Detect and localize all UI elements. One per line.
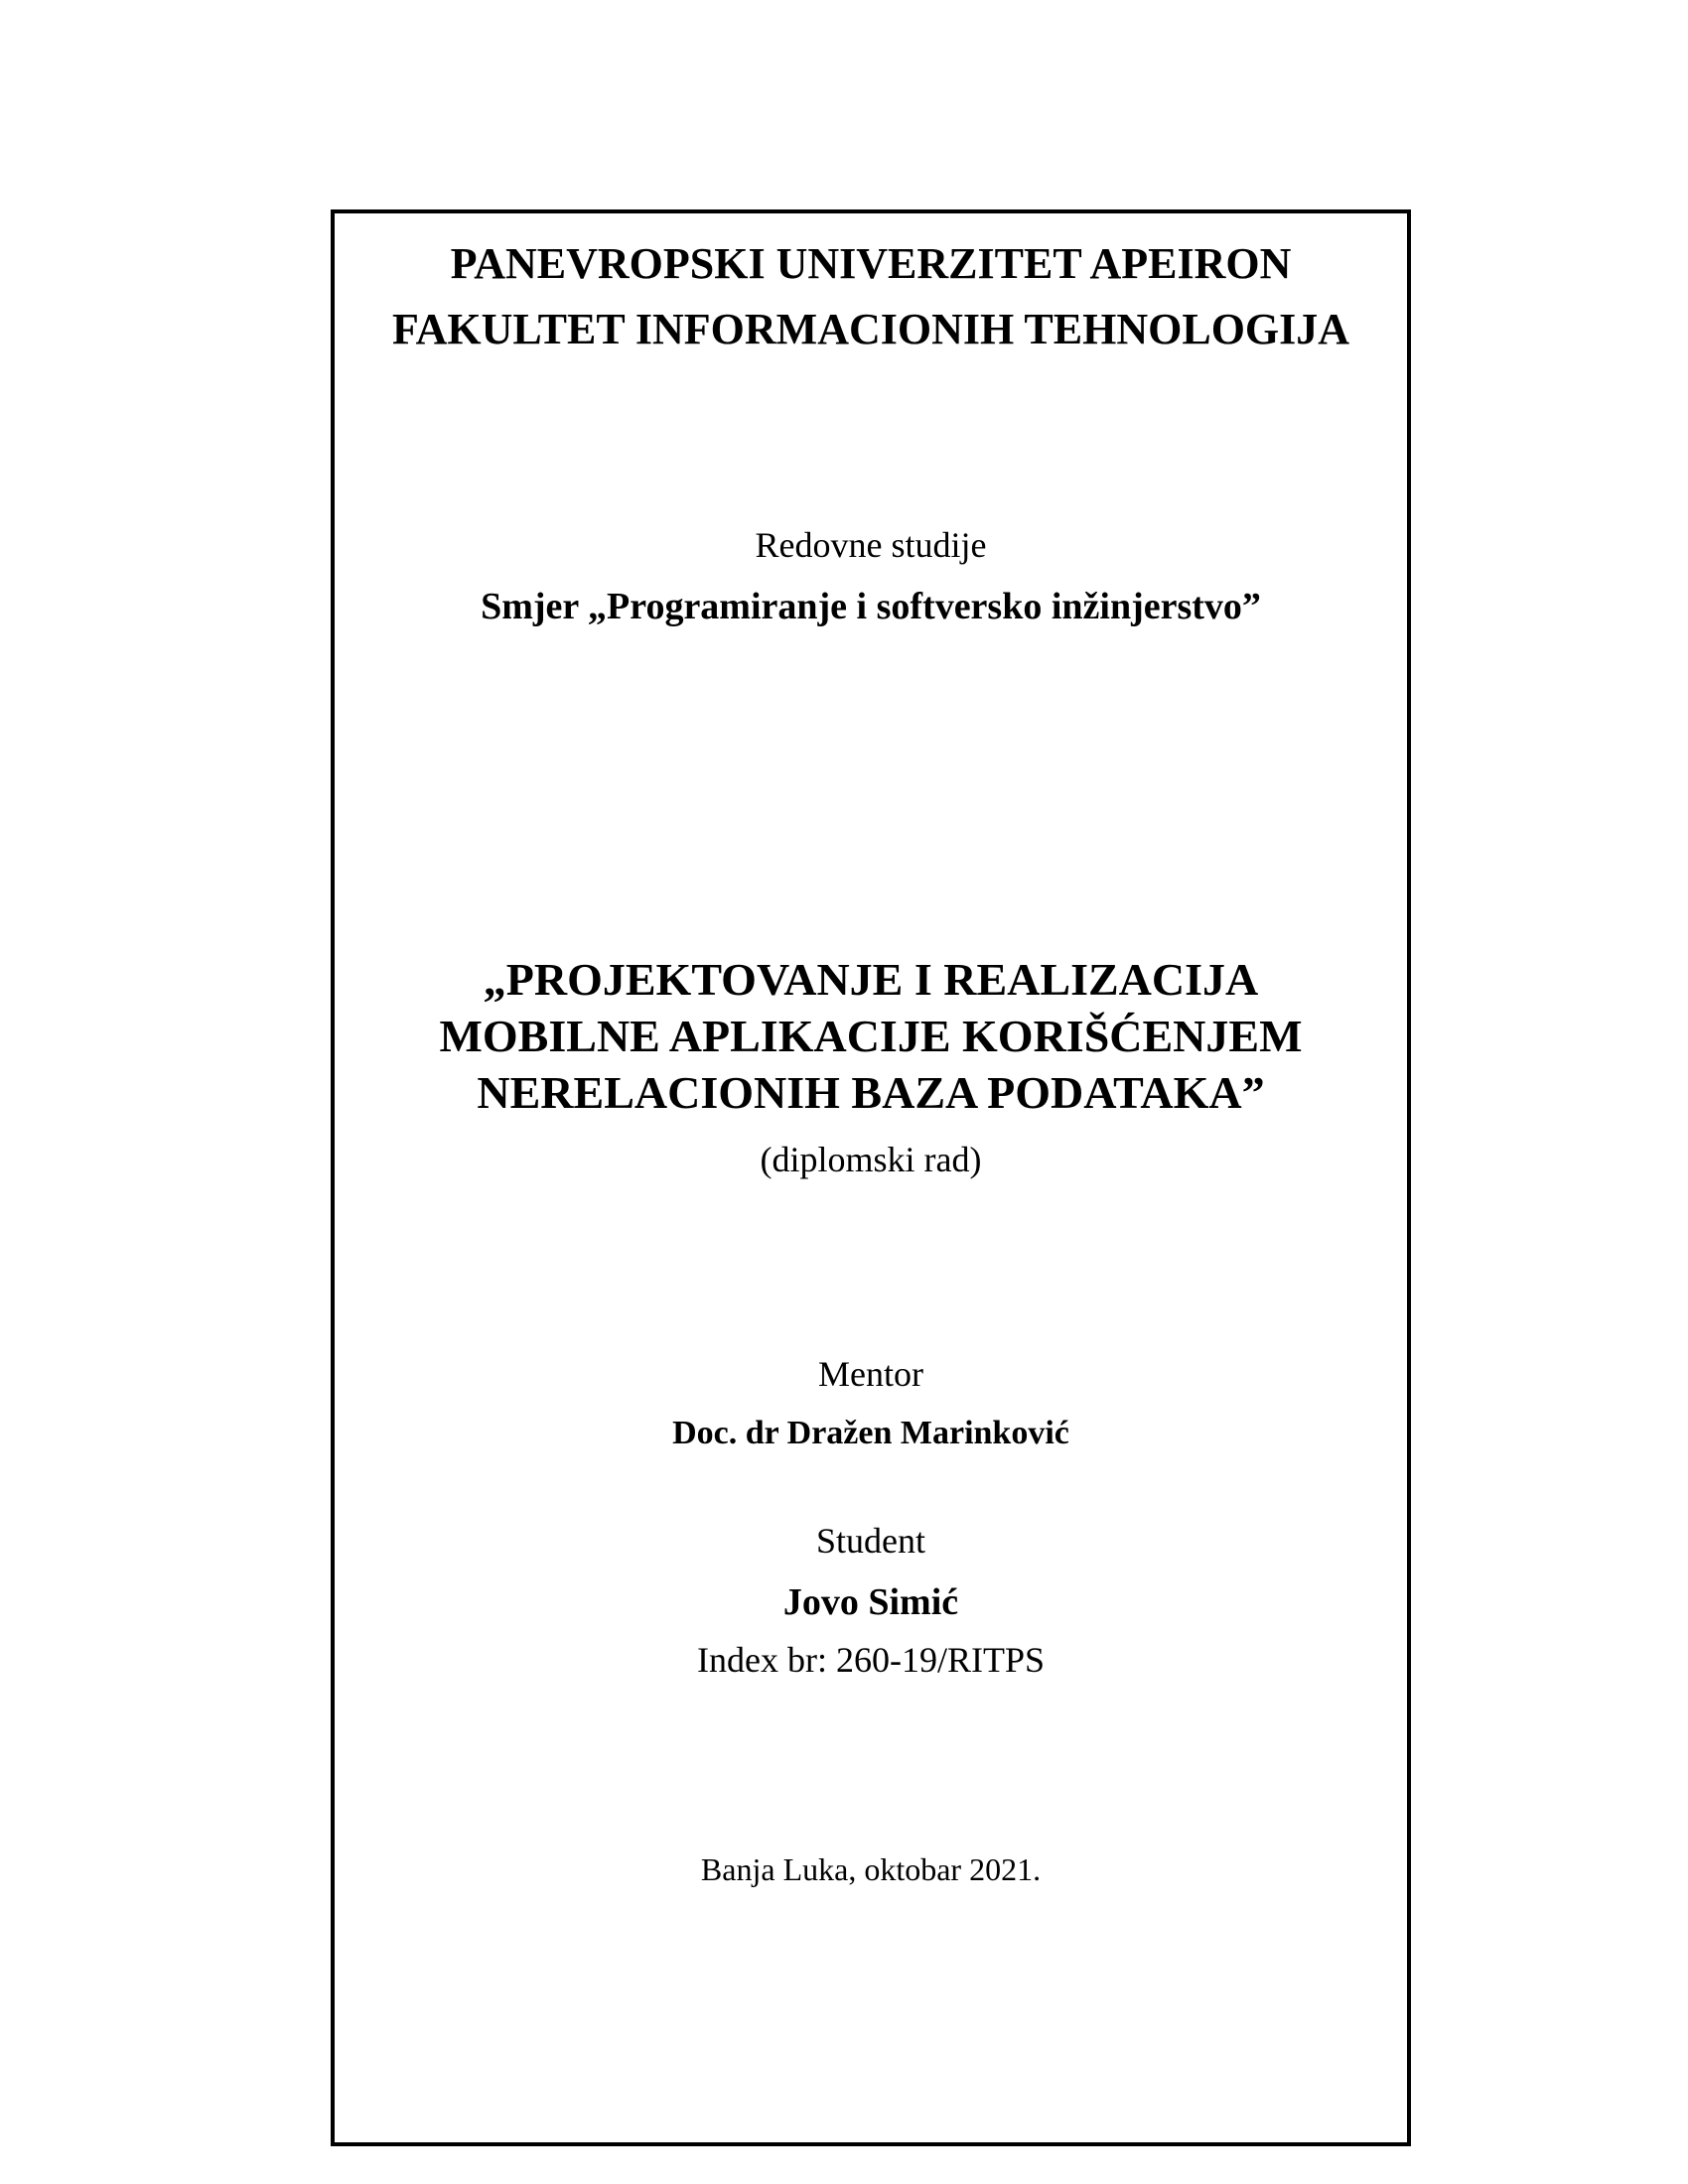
- study-direction: Smjer „Programiranje i softversko inžinjerstvo”: [481, 586, 1261, 627]
- place-and-date: Banja Luka, oktobar 2021.: [700, 1851, 1042, 1887]
- thesis-title-line-3: NERELACIONIH BAZA PODATAKA”: [477, 1067, 1265, 1118]
- thesis-title-line-2: MOBILNE APLIKACIJE KORIŠĆENJEM: [439, 1011, 1303, 1061]
- study-type: Redovne studije: [755, 525, 987, 565]
- faculty-name: FAKULTET INFORMACIONIH TEHNOLOGIJA: [391, 305, 1350, 353]
- student-index-number: Index br: 260-19/RITPS: [697, 1640, 1045, 1680]
- university-name: PANEVROPSKI UNIVERZITET APEIRON: [450, 239, 1292, 288]
- student-label: Student: [815, 1521, 925, 1561]
- mentor-name: Doc. dr Dražen Marinković: [672, 1415, 1069, 1451]
- thesis-subtitle: (diplomski rad): [760, 1140, 982, 1179]
- thesis-title-line-1: „PROJEKTOVANJE I REALIZACIJA: [483, 954, 1259, 1005]
- mentor-label: Mentor: [818, 1354, 923, 1394]
- student-name: Jovo Simić: [782, 1581, 959, 1623]
